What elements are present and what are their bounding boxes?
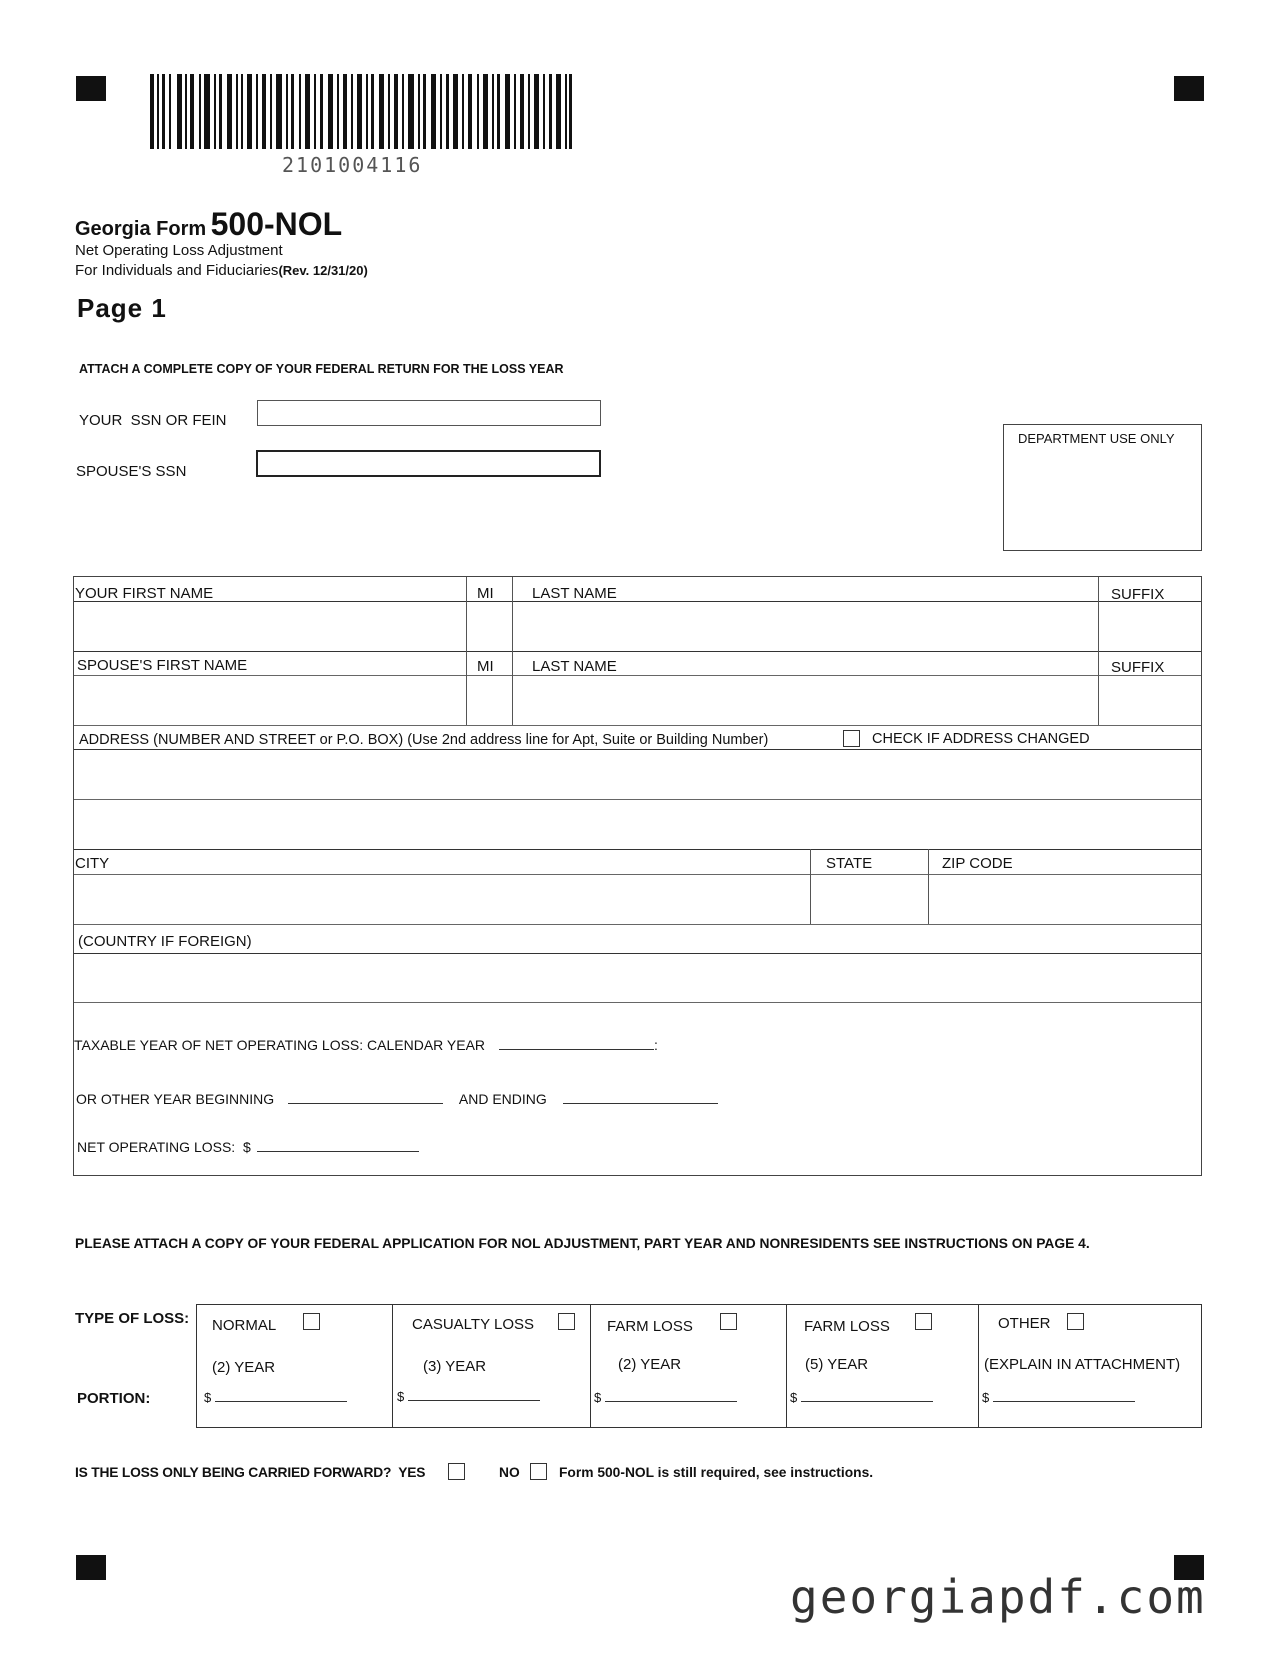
- loss-normal-portion: [204, 1389, 347, 1405]
- form-number: 500-NOL: [210, 206, 343, 242]
- spouse-mi-label: MI: [477, 658, 494, 675]
- divider: [392, 1305, 393, 1427]
- spouse-mi-field[interactable]: [467, 676, 512, 724]
- barcode-number: 2101004116: [282, 153, 423, 177]
- your-ssn-label: YOUR SSN OR FEIN: [79, 412, 227, 429]
- watermark: georgiapdf.com: [790, 1570, 1206, 1624]
- divider: [928, 849, 929, 924]
- net-operating-loss-row: [77, 1139, 419, 1155]
- divider: [1098, 577, 1099, 725]
- department-use-box: [1003, 424, 1202, 551]
- zip-label: ZIP CODE: [942, 855, 1013, 872]
- dollar-sign: $: [397, 1389, 405, 1404]
- spouse-suffix-label: SUFFIX: [1111, 659, 1165, 676]
- address-line-2-field[interactable]: [74, 800, 1201, 848]
- zip-field[interactable]: [929, 875, 1199, 923]
- loss-other-label: OTHER: [998, 1315, 1051, 1332]
- page-number: Page 1: [77, 293, 167, 323]
- country-label: (COUNTRY IF FOREIGN): [78, 933, 252, 950]
- year-ending-label: AND ENDING: [458, 1091, 547, 1107]
- form-revision: (Rev. 12/31/20): [278, 263, 368, 278]
- divider: [590, 1305, 591, 1427]
- loss-normal-label: NORMAL: [212, 1317, 277, 1334]
- spouse-first-name-label: SPOUSE'S FIRST NAME: [77, 657, 248, 674]
- loss-casualty-portion: [397, 1388, 540, 1404]
- mi-field[interactable]: [467, 602, 512, 650]
- divider: [74, 849, 1201, 850]
- divider: [74, 651, 1201, 652]
- loss-other-checkbox[interactable]: [1067, 1313, 1084, 1330]
- calendar-year-field[interactable]: [499, 1037, 654, 1050]
- loss-farm-2yr-portion-field[interactable]: [605, 1389, 737, 1402]
- first-name-field[interactable]: [74, 602, 466, 650]
- first-name-label: YOUR FIRST NAME: [75, 585, 214, 602]
- last-name-label: LAST NAME: [532, 585, 617, 602]
- state-field[interactable]: [811, 875, 927, 923]
- address-line-1-field[interactable]: [74, 750, 1201, 798]
- city-label: CITY: [75, 855, 110, 872]
- attach-notice: ATTACH A COMPLETE COPY OF YOUR FEDERAL RETURN FOR THE LOSS YEAR: [79, 362, 564, 376]
- state-label: STATE: [826, 855, 873, 872]
- loss-normal-period: (2) YEAR: [212, 1359, 276, 1376]
- type-of-loss-label: TYPE OF LOSS:: [75, 1310, 190, 1327]
- loss-casualty-portion-field[interactable]: [408, 1388, 540, 1401]
- divider: [466, 577, 467, 725]
- net-operating-loss-field[interactable]: [257, 1139, 419, 1152]
- registration-mark-bottom-left: [76, 1555, 106, 1580]
- spouse-first-name-field[interactable]: [74, 676, 466, 724]
- loss-other-portion-field[interactable]: [993, 1389, 1135, 1402]
- country-field[interactable]: [74, 954, 1201, 1001]
- your-ssn-field[interactable]: [257, 400, 601, 426]
- other-year-beginning-label: OR OTHER YEAR BEGINNING: [76, 1091, 275, 1107]
- divider: [512, 577, 513, 725]
- calendar-year-label: TAXABLE YEAR OF NET OPERATING LOSS: CALENDAR YEAR: [74, 1037, 486, 1053]
- carry-forward-question: IS THE LOSS ONLY BEING CARRIED FORWARD? YES: [75, 1465, 426, 1480]
- registration-mark-top-left: [76, 76, 106, 101]
- spouse-last-name-field[interactable]: [513, 676, 1098, 724]
- address-changed-checkbox[interactable]: [843, 730, 860, 747]
- carry-forward-no-checkbox[interactable]: [530, 1463, 547, 1480]
- loss-type-table: [196, 1304, 1202, 1428]
- loss-other-period: (EXPLAIN IN ATTACHMENT): [984, 1356, 1181, 1373]
- loss-farm-5yr-checkbox[interactable]: [915, 1313, 932, 1330]
- loss-casualty-checkbox[interactable]: [558, 1313, 575, 1330]
- mi-label: MI: [477, 585, 494, 602]
- loss-normal-portion-field[interactable]: [215, 1389, 347, 1402]
- loss-farm-2yr-label: FARM LOSS: [607, 1318, 693, 1335]
- dollar-sign: $: [204, 1390, 212, 1405]
- suffix-label: SUFFIX: [1111, 586, 1165, 603]
- loss-farm-2yr-portion: [594, 1389, 737, 1405]
- department-use-label: DEPARTMENT USE ONLY: [1018, 431, 1175, 446]
- carry-forward-note: Form 500-NOL is still required, see instructions.: [559, 1465, 874, 1480]
- loss-other-portion: [982, 1389, 1135, 1405]
- loss-farm-5yr-portion-field[interactable]: [801, 1389, 933, 1402]
- loss-normal-checkbox[interactable]: [303, 1313, 320, 1330]
- loss-casualty-period: (3) YEAR: [423, 1358, 487, 1375]
- divider: [74, 1002, 1201, 1003]
- suffix-field[interactable]: [1099, 602, 1199, 650]
- divider: [74, 725, 1201, 726]
- loss-farm-2yr-period: (2) YEAR: [618, 1356, 682, 1373]
- loss-farm-5yr-label: FARM LOSS: [804, 1318, 890, 1335]
- net-operating-loss-label: NET OPERATING LOSS: $: [77, 1139, 251, 1155]
- calendar-year-colon: :: [653, 1037, 658, 1053]
- form-subtitle: Net Operating Loss Adjustment: [75, 242, 283, 259]
- loss-casualty-label: CASUALTY LOSS: [412, 1316, 534, 1333]
- spouse-suffix-field[interactable]: [1099, 676, 1199, 724]
- dollar-sign: $: [790, 1390, 798, 1405]
- city-field[interactable]: [74, 875, 809, 923]
- address-label: ADDRESS (NUMBER AND STREET or P.O. BOX) (Use 2nd address line for Apt, Suite or Building Number): [79, 732, 769, 748]
- spouse-ssn-field[interactable]: [256, 450, 601, 477]
- divider: [810, 849, 811, 924]
- other-year-row: [76, 1091, 718, 1107]
- carry-forward-yes-checkbox[interactable]: [448, 1463, 465, 1480]
- calendar-year-row: [74, 1037, 658, 1053]
- barcode: [150, 74, 572, 149]
- address-changed-label: CHECK IF ADDRESS CHANGED: [872, 731, 1090, 747]
- registration-mark-top-right: [1174, 76, 1204, 101]
- form-subtitle-2: [75, 262, 368, 279]
- form-title: [75, 206, 342, 243]
- spouse-ssn-label: SPOUSE'S SSN: [76, 463, 187, 480]
- divider: [74, 924, 1201, 925]
- federal-application-notice: PLEASE ATTACH A COPY OF YOUR FEDERAL APPLICATION FOR NOL ADJUSTMENT, PART YEAR AND NONRESIDENTS SEE INSTRUCTIONS ON PAGE 4.: [75, 1236, 1090, 1251]
- form-subtitle-2-text: For Individuals and Fiduciaries: [75, 262, 279, 279]
- dollar-sign: $: [594, 1390, 602, 1405]
- divider: [978, 1305, 979, 1427]
- loss-farm-5yr-portion: [790, 1389, 933, 1405]
- loss-farm-5yr-period: (5) YEAR: [805, 1356, 869, 1373]
- dollar-sign: $: [982, 1390, 990, 1405]
- year-ending-field[interactable]: [563, 1091, 718, 1104]
- last-name-field[interactable]: [513, 602, 1098, 650]
- loss-farm-2yr-checkbox[interactable]: [720, 1313, 737, 1330]
- other-year-beginning-field[interactable]: [288, 1091, 443, 1104]
- form-prefix: Georgia Form: [75, 218, 207, 240]
- divider: [786, 1305, 787, 1427]
- carry-forward-no-label: NO: [499, 1465, 520, 1480]
- spouse-last-name-label: LAST NAME: [532, 658, 617, 675]
- taxpayer-info-section: [73, 576, 1202, 1176]
- portion-label: PORTION:: [77, 1390, 151, 1407]
